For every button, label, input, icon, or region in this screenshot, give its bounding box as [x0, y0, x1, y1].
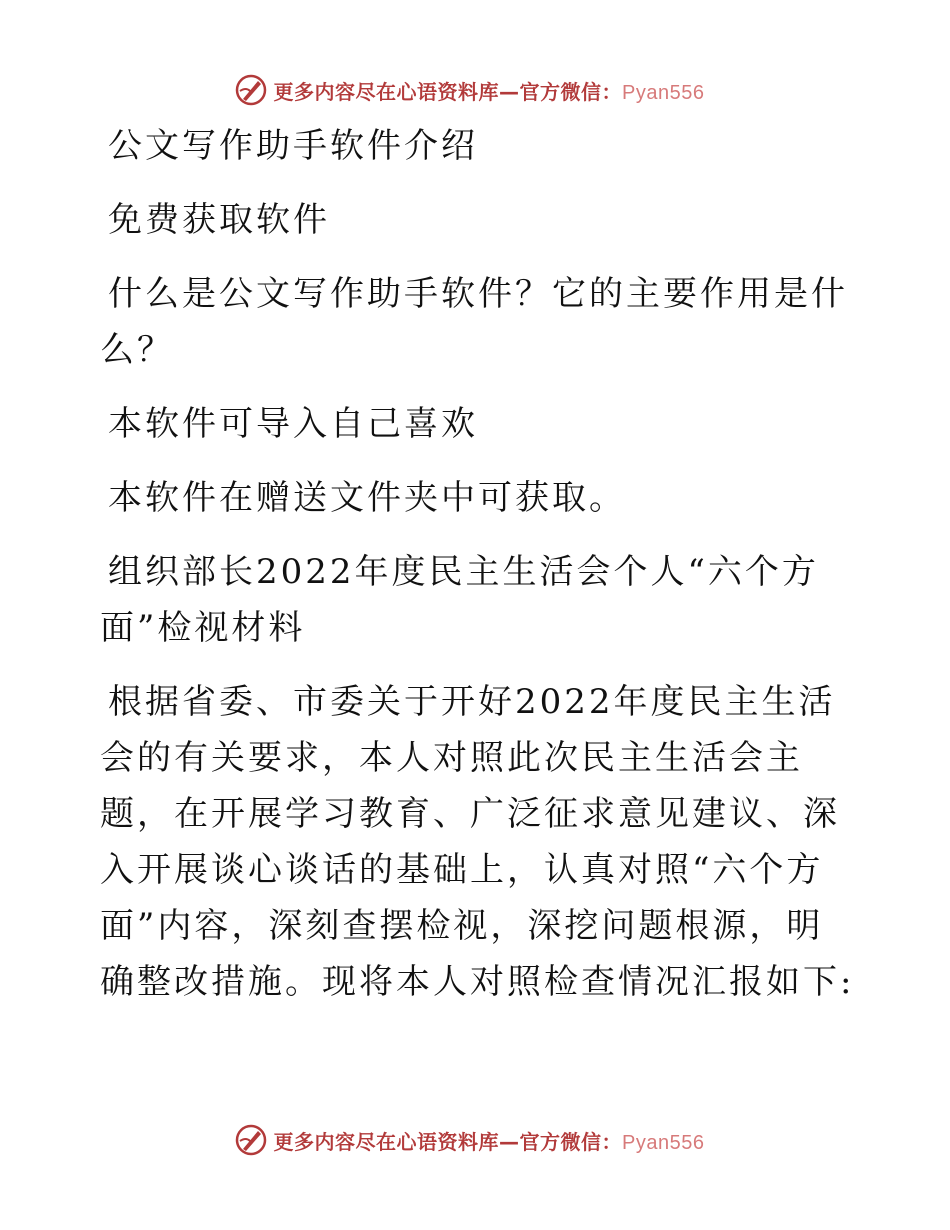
paragraph-2: 免费获取软件 — [108, 200, 330, 240]
footer-banner-part3: Pyan556 — [622, 1131, 705, 1154]
quill-logo-icon — [234, 73, 268, 107]
header-banner-text — [274, 76, 705, 105]
paragraph-4: 本软件可导入自己喜欢 — [108, 404, 478, 444]
paragraph-5: 本软件在赠送文件夹中可获取。 — [108, 478, 626, 518]
footer-banner-part2: —官方微信： — [499, 1129, 623, 1154]
footer-banner — [0, 1120, 950, 1160]
paragraph-6: 组织部长2022年度民主生活会个人“六个方面”检视材料 — [100, 552, 819, 648]
paragraph-1: 公文写作助手软件介绍 — [108, 126, 478, 166]
header-banner-part1: 更多内容尽在心语资料库 — [273, 79, 500, 104]
footer-banner-part1: 更多内容尽在心语资料库 — [273, 1129, 500, 1154]
header-banner-inner — [234, 73, 705, 107]
document-body — [100, 118, 860, 1010]
footer-banner-inner — [234, 1123, 705, 1157]
quill-logo-icon — [234, 1123, 268, 1157]
header-banner-part3: Pyan556 — [622, 81, 705, 104]
header-banner — [0, 70, 950, 110]
paragraph-3: 什么是公文写作助手软件？它的主要作用是什么？ — [100, 274, 848, 370]
header-banner-part2: —官方微信： — [499, 79, 623, 104]
paragraph-7: 根据省委、市委关于开好2022年度民主生活会的有关要求，本人对照此次民主生活会主题，在开展学习教育、广泛征求意见建议、深入开展谈心谈话的基础上，认真对照“六个方面”内容，深刻查摆检视，深挖问题根源，明确整改措施。现将本人对照检查情况汇报如下: — [100, 682, 855, 1002]
footer-banner-text — [274, 1126, 705, 1155]
